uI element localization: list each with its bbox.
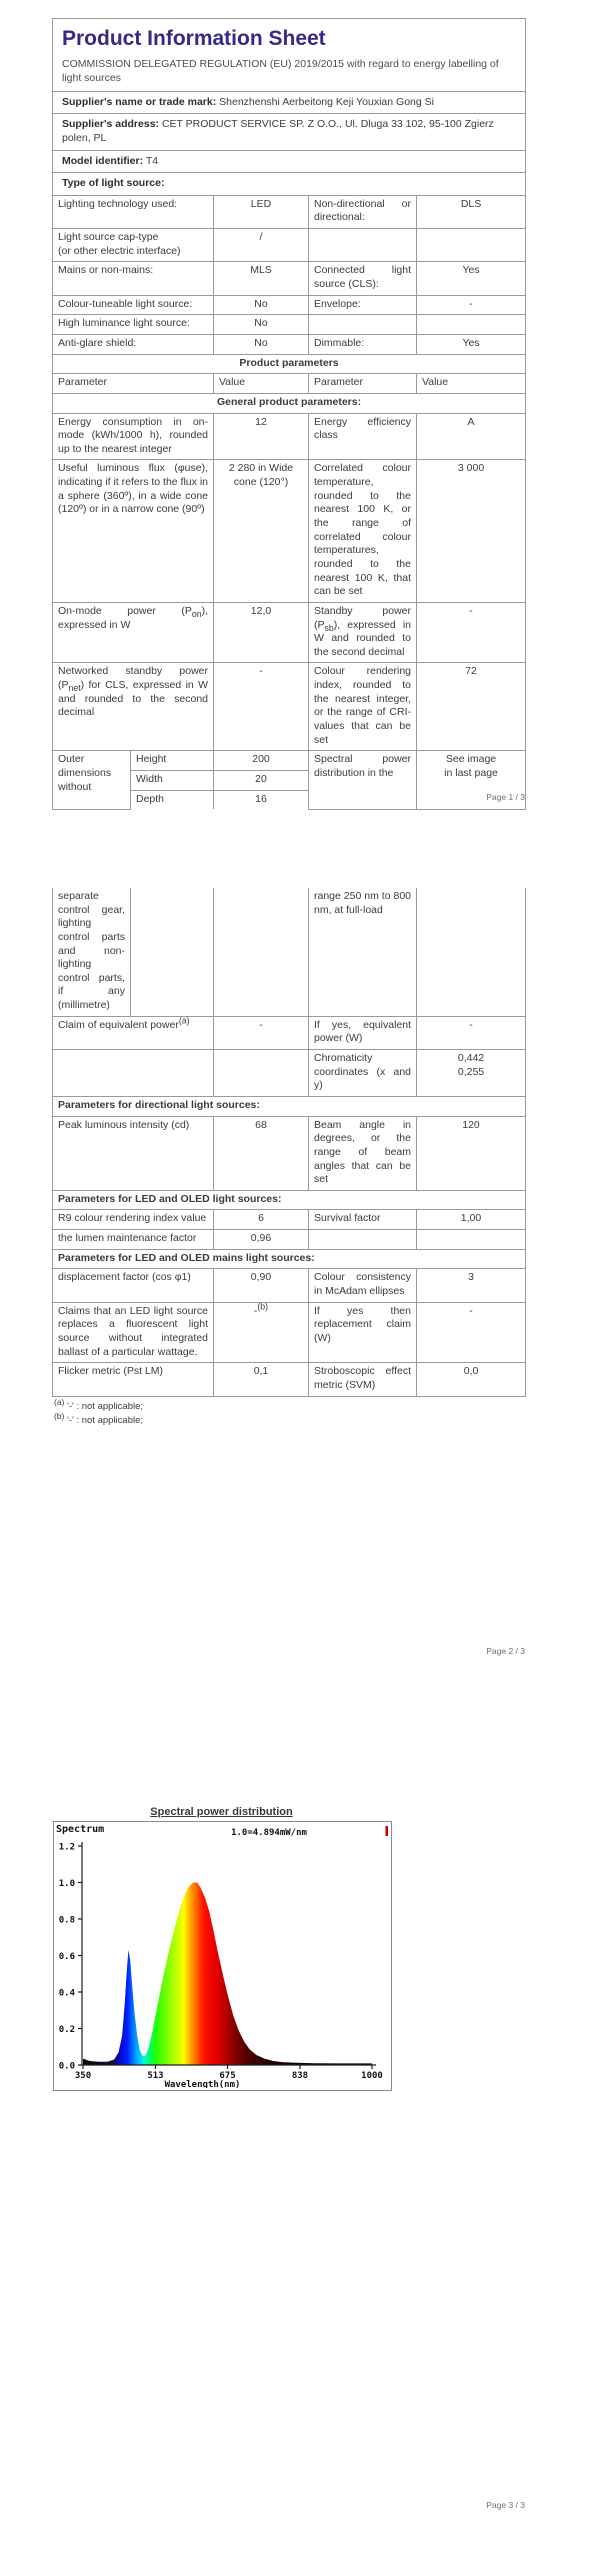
table-cell	[417, 315, 526, 335]
y-tick-label: 0.2	[58, 2025, 75, 2035]
footnote-a	[54, 1396, 525, 1412]
table-cell: -	[417, 295, 526, 315]
table-cell: Energy consumption in on-mode (kWh/1000 h), rounded up to the nearest integer	[53, 413, 214, 460]
table-cell: 120	[417, 1116, 526, 1190]
table-cell: Flicker metric (Pst LM)	[53, 1363, 214, 1396]
table-cell: Correlated colour temperature, rounded to the nearest 100 K, or the range of correlated colour temperatures, rounded to the nearest 100 K, that can be set	[309, 460, 417, 602]
table-row	[53, 262, 526, 295]
page2-footer: Page 2 / 3	[486, 1646, 525, 1656]
table-cell: Yes	[417, 262, 526, 295]
y-tick-label: 0.0	[58, 2061, 75, 2072]
table-cell: 0,90	[214, 1269, 309, 1302]
table-cell: 12,0	[214, 602, 309, 663]
type-of-light-source-row	[53, 173, 526, 196]
supplier-address-label: Supplier's address:	[62, 118, 160, 131]
supplier-address-cell	[53, 114, 526, 150]
table-cell: Colour-tuneable light source:	[53, 295, 214, 315]
product-info-table-page2	[52, 888, 526, 1397]
table-cell	[214, 1050, 309, 1097]
table-cell: -$^{(b)}$	[214, 1302, 309, 1363]
table-cell: Peak luminous intensity (cd)	[53, 1116, 214, 1190]
x-tick-label: 513	[147, 2071, 164, 2081]
table-cell: No	[214, 315, 309, 335]
table-cell	[131, 888, 214, 1016]
table-cell: Colour consistency in McAdam ellipses	[309, 1269, 417, 1302]
x-tick-label: 1000	[361, 2071, 383, 2081]
table-cell	[309, 1230, 417, 1250]
table-cell: If yes, equivalent power (W)	[309, 1016, 417, 1049]
spectrum-chart-box	[53, 1821, 392, 2091]
supplier-address-row	[53, 114, 526, 150]
page3-footer: Page 3 / 3	[486, 2500, 525, 2510]
section-row	[53, 1190, 526, 1210]
spectrum-label: Spectrum	[56, 1824, 105, 1835]
table-cell: Mains or non-mains:	[53, 262, 214, 295]
table-cell: MLS	[214, 262, 309, 295]
table-cell: Height	[131, 751, 214, 771]
table-row	[53, 229, 526, 262]
table-cell: -	[417, 1016, 526, 1049]
table-cell: Lighting technology used:	[53, 195, 214, 228]
table-cell: LED	[214, 195, 309, 228]
section-row	[53, 393, 526, 413]
table-cell: Yes	[417, 334, 526, 354]
table-row	[53, 1230, 526, 1250]
type-of-light-source-label: Type of light source:	[62, 177, 165, 190]
table-row	[53, 413, 526, 460]
table-cell: Energy efficiency class	[309, 413, 417, 460]
table-cell: 6	[214, 1210, 309, 1230]
table-cell: 20	[214, 770, 309, 790]
table-row	[53, 1116, 526, 1190]
page-1	[52, 18, 525, 810]
table-cell: 200	[214, 751, 309, 771]
table-cell: Stroboscopic effect metric (SVM)	[309, 1363, 417, 1396]
table-cell: 12	[214, 413, 309, 460]
table-cell: A	[417, 413, 526, 460]
x-axis-label: Wavelength(nm)	[164, 2080, 241, 2088]
page1-footer: Page 1 / 3	[486, 792, 525, 802]
section-header: Parameters for LED and OLED light sources:	[53, 1190, 526, 1210]
table-cell: 1,00	[417, 1210, 526, 1230]
title-row	[53, 19, 526, 92]
table-cell	[417, 229, 526, 262]
table-cell: Standby power $(P_{sb})$, expressed in W and rounded to the second decimal	[309, 602, 417, 663]
table-cell: range 250 nm to 800 nm, at full-load	[309, 888, 417, 1016]
table-cell: displacement factor (cos φ1)	[53, 1269, 214, 1302]
supplier-name-row	[53, 91, 526, 114]
red-border-marker	[386, 1826, 389, 1836]
model-identifier-row	[53, 150, 526, 173]
table-cell: Value	[417, 374, 526, 394]
table-row	[53, 1050, 526, 1097]
table-cell: Envelope:	[309, 295, 417, 315]
table-cell: DLS	[417, 195, 526, 228]
x-tick-label: 350	[74, 2071, 92, 2081]
x-tick-label: 838	[291, 2071, 309, 2081]
table-cell: 0,96	[214, 1230, 309, 1250]
table-cell: 3 000	[417, 460, 526, 602]
section-header: General product parameters:	[53, 393, 526, 413]
table-row	[53, 374, 526, 394]
table-cell: Parameter	[309, 374, 417, 394]
table-cell: Connected light source (CLS):	[309, 262, 417, 295]
table-cell: 16	[214, 790, 309, 809]
section-row	[53, 354, 526, 374]
table-cell: Chromaticity coordinates (x and y)	[309, 1050, 417, 1097]
table-cell	[214, 888, 309, 1016]
table-cell	[53, 1050, 214, 1097]
table-cell	[309, 315, 417, 335]
y-tick-label: 0.6	[58, 1952, 75, 1962]
footnotes	[52, 1396, 525, 1426]
table-cell: Dimmable:	[309, 334, 417, 354]
table-row	[53, 663, 526, 751]
footnote-b-marker: (b)	[54, 1410, 65, 1421]
table-cell: Light source cap-type (or other electric interface)	[53, 229, 214, 262]
table-cell: If yes then replacement claim (W)	[309, 1302, 417, 1363]
chart-title: Spectral power distribution	[150, 1806, 293, 1818]
supplier-name-cell	[53, 91, 526, 114]
table-cell: Width	[131, 770, 214, 790]
title-cell	[53, 19, 526, 92]
table-row	[53, 460, 526, 602]
y-tick-label: 0.8	[58, 1915, 75, 1926]
table-cell: Anti-glare shield:	[53, 334, 214, 354]
table-cell: 0,442 0,255	[417, 1050, 526, 1097]
section-row	[53, 1249, 526, 1269]
table-row	[53, 1210, 526, 1230]
type-of-light-source-cell	[53, 173, 526, 196]
table-cell	[417, 888, 526, 1016]
table-cell: Value	[214, 374, 309, 394]
section-header: Parameters for LED and OLED mains light sources:	[53, 1249, 526, 1269]
table-cell: 2 280 in Wide cone (120°)	[214, 460, 309, 602]
table-cell: -	[214, 1016, 309, 1049]
table-cell: Survival factor	[309, 1210, 417, 1230]
table-cell: Depth	[131, 790, 214, 809]
y-tick-label: 1.2	[58, 1842, 75, 1853]
product-info-table-page1	[52, 18, 526, 810]
table-cell: No	[214, 295, 309, 315]
supplier-name-label: Supplier's name or trade mark:	[62, 95, 217, 108]
table-cell: -	[417, 1302, 526, 1363]
table-row	[53, 1269, 526, 1302]
footnote-a-text: '-' : not applicable;	[67, 1400, 144, 1412]
table-cell: R9 colour rendering index value	[53, 1210, 214, 1230]
table-cell: 3	[417, 1269, 526, 1302]
table-cell: On-mode power $(P_{on})$, expressed in W	[53, 602, 214, 663]
y-tick-label: 0.4	[58, 1988, 75, 1999]
footnote-b	[54, 1410, 525, 1426]
footnote-b-text: '-' : not applicable;	[67, 1414, 144, 1426]
table-cell: 68	[214, 1116, 309, 1190]
section-header: Parameters for directional light sources:	[53, 1096, 526, 1116]
table-cell	[309, 229, 417, 262]
table-row	[53, 295, 526, 315]
table-cell: 72	[417, 663, 526, 751]
table-row	[53, 195, 526, 228]
page-2	[52, 888, 525, 1429]
table-cell: Spectral power distribution in the	[309, 751, 417, 809]
table-cell: -	[417, 602, 526, 663]
section-row	[53, 1096, 526, 1116]
table-cell: Claims that an LED light source replaces a fluorescent light source without integrated ballast of a particular wattage.	[53, 1302, 214, 1363]
table-cell: the lumen maintenance factor	[53, 1230, 214, 1250]
table-cell: Networked standby power $(P_{net})$ for CLS, expressed in W and rounded to the second decimal	[53, 663, 214, 751]
table-cell: Useful luminous flux (φuse), indicating if it refers to the flux in a sphere (360º), in a wide cone (120º) or in a narrow cone (90º)	[53, 460, 214, 602]
table-row	[53, 1016, 526, 1049]
scale-note-label: 1.0=4.894mW/nm	[231, 1828, 307, 1838]
table-cell: -	[214, 663, 309, 751]
spectrum-chart	[54, 1822, 389, 2088]
table-cell: See image in last page	[417, 751, 526, 809]
model-identifier-label: Model identifier:	[62, 154, 144, 167]
page-3	[53, 1806, 473, 2091]
supplier-name-value: Shenzhenshi Aerbeitong Keji Youxian Gong Si	[219, 95, 434, 108]
table-row	[53, 1363, 526, 1396]
y-tick-label: 1.0	[58, 1879, 75, 1889]
table-cell: Outer dimensions without	[53, 751, 131, 809]
supplier-address-value: CET PRODUCT SERVICE SP. Z O.O., Ul. Dluga 33 102, 95-100 Zgierz polen, PL	[62, 118, 494, 144]
table-cell: High luminance light source:	[53, 315, 214, 335]
page2-parameter-rows	[53, 888, 526, 1396]
table-cell: Non-directional or directional:	[309, 195, 417, 228]
page-title: Product Information Sheet	[62, 27, 326, 50]
table-row	[53, 1302, 526, 1363]
table-cell: 0,1	[214, 1363, 309, 1396]
table-cell: separate control gear, lighting control parts and non-lighting control parts, if any (millimetre)	[53, 888, 131, 1016]
section-header: Product parameters	[53, 354, 526, 374]
x-tick-label: 675	[219, 2071, 236, 2081]
table-row	[53, 751, 526, 771]
table-cell	[417, 1230, 526, 1250]
table-cell: 0,0	[417, 1363, 526, 1396]
table-cell: Beam angle in degrees, or the range of beam angles that can be set	[309, 1116, 417, 1190]
spectrum-area	[83, 1883, 372, 2066]
model-identifier-value: T4	[145, 154, 159, 167]
table-cell: No	[214, 334, 309, 354]
footnote-a-marker: (a)	[54, 1396, 65, 1407]
table-row	[53, 334, 526, 354]
table-cell: Claim of equivalent power$^{(a)}$	[53, 1016, 214, 1049]
page1-parameter-rows	[53, 195, 526, 809]
table-row	[53, 602, 526, 663]
table-cell: Parameter	[53, 374, 214, 394]
table-row	[53, 888, 526, 1016]
table-cell: /	[214, 229, 309, 262]
table-cell: Colour rendering index, rounded to the nearest integer, or the range of CRI-values that can be set	[309, 663, 417, 751]
table-row	[53, 315, 526, 335]
regulation-subtitle: COMMISSION DELEGATED REGULATION (EU) 2019/2015 with regard to energy labelling of light sources	[62, 58, 499, 85]
model-identifier-cell	[53, 150, 526, 173]
